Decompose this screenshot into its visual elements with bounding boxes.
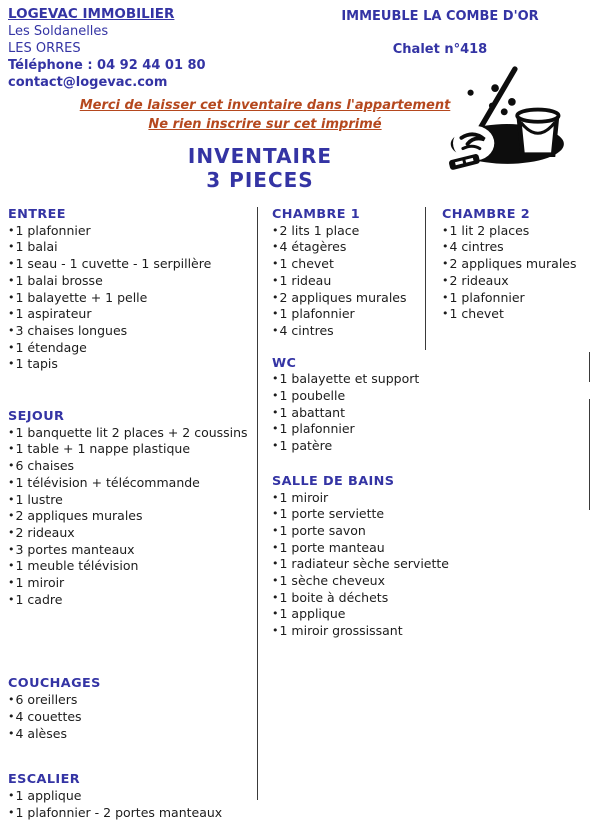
inventory-item: • 1 porte serviette bbox=[272, 506, 422, 523]
inventory-section-wc bbox=[272, 356, 422, 455]
inventory-item: • 1 rideau bbox=[272, 273, 422, 290]
inventory-item: • 2 rideaux bbox=[8, 525, 250, 542]
agency-residence: Les Soldanelles bbox=[8, 24, 109, 39]
inventory-item: • 1 plafonnier bbox=[8, 223, 250, 240]
inventory-item: • 1 aspirateur bbox=[8, 306, 250, 323]
page-edge-line-top bbox=[589, 352, 590, 382]
inventory-item: • 1 porte savon bbox=[272, 523, 422, 540]
inventory-item: • 1 table + 1 nappe plastique bbox=[8, 441, 250, 458]
inventory-item: • 1 applique bbox=[8, 788, 250, 805]
inventory-item: • 1 chevet bbox=[272, 256, 422, 273]
inventory-item: • 1 lustre bbox=[8, 492, 250, 509]
section-title: SEJOUR bbox=[8, 409, 65, 425]
inventory-item: • 1 balai brosse bbox=[8, 273, 250, 290]
notice-line-2: Ne rien inscrire sur cet imprimé bbox=[148, 117, 382, 132]
inventory-item: • 2 appliques murales bbox=[272, 290, 422, 307]
inventory-section-salle-de-bains bbox=[272, 473, 449, 640]
inventory-item: • 1 plafonnier bbox=[272, 306, 422, 323]
inventory-item: • 1 patère bbox=[272, 438, 422, 455]
building-name: IMMEUBLE LA COMBE D'OR bbox=[341, 9, 539, 24]
page-edge-line-bottom bbox=[589, 399, 590, 510]
notice-line-1: Merci de laisser cet inventaire dans l'appartement bbox=[79, 98, 451, 113]
section-title: ENTREE bbox=[8, 207, 66, 222]
agency-email: contact@logevac.com bbox=[8, 75, 168, 90]
inventory-item: • 1 étendage bbox=[8, 340, 250, 357]
inventory-section-couchages bbox=[8, 676, 250, 742]
chalet-number: Chalet n°418 bbox=[392, 42, 488, 57]
inventory-item: • 4 étagères bbox=[272, 239, 422, 256]
inventory-item: • 1 radiateur sèche serviette bbox=[272, 556, 422, 573]
inventory-section-escalier bbox=[8, 772, 250, 821]
inventory-item: • 4 alèses bbox=[8, 726, 250, 743]
inventory-item: • 1 tapis bbox=[8, 356, 250, 373]
inventory-item: • 1 miroir grossissant bbox=[272, 623, 422, 640]
inventory-item: • 1 porte manteau bbox=[272, 540, 422, 557]
inventory-item: • 1 applique bbox=[272, 606, 422, 623]
inventory-item: • 1 miroir bbox=[8, 575, 250, 592]
inventory-item: • 2 rideaux bbox=[442, 273, 600, 290]
inventory-item: • 1 miroir bbox=[272, 490, 422, 507]
inventory-item: • 3 chaises longues bbox=[8, 323, 250, 340]
inventory-section-sejour bbox=[8, 409, 250, 608]
inventory-section-entree bbox=[8, 207, 250, 373]
section-title: SALLE DE BAINS bbox=[272, 473, 395, 489]
document-title bbox=[0, 144, 520, 192]
inventory-item: • 1 banquette lit 2 places + 2 coussins bbox=[8, 425, 250, 442]
inventory-item: • 1 boite à déchets bbox=[272, 590, 422, 607]
inventory-item: • 2 lits 1 place bbox=[272, 223, 422, 240]
inventory-item: • 4 cintres bbox=[272, 323, 422, 340]
agency-phone: Téléphone : 04 92 44 01 80 bbox=[8, 58, 206, 73]
section-title: COUCHAGES bbox=[8, 676, 101, 692]
inventory-item: • 1 abattant bbox=[272, 405, 422, 422]
notice bbox=[0, 96, 530, 134]
section-title: CHAMBRE 1 bbox=[272, 207, 361, 222]
inventory-item: • 1 sèche cheveux bbox=[272, 573, 422, 590]
inventory-item: • 2 appliques murales bbox=[8, 508, 250, 525]
inventory-item: • 1 balayette + 1 pelle bbox=[8, 290, 250, 307]
title-line-2: 3 PIECES bbox=[206, 168, 314, 192]
inventory-item: • 1 balai bbox=[8, 239, 250, 256]
section-title: WC bbox=[272, 355, 297, 371]
column-divider-2 bbox=[425, 207, 426, 350]
inventory-item: • 1 poubelle bbox=[272, 388, 422, 405]
column-divider-1 bbox=[257, 207, 258, 800]
title-line-1: INVENTAIRE bbox=[187, 144, 333, 168]
inventory-column-1 bbox=[8, 207, 250, 821]
inventory-section-chambre-2 bbox=[442, 207, 600, 323]
inventory-item: • 1 plafonnier bbox=[272, 421, 422, 438]
agency-name: LOGEVAC IMMOBILIER bbox=[8, 6, 175, 22]
inventory-item: • 6 chaises bbox=[8, 458, 250, 475]
inventory-item: • 4 cintres bbox=[442, 239, 600, 256]
agency-header bbox=[8, 6, 206, 91]
inventory-item: • 3 portes manteaux bbox=[8, 542, 250, 559]
inventory-item: • 1 balayette et support bbox=[272, 371, 422, 388]
inventory-item: • 1 plafonnier - 2 portes manteaux bbox=[8, 805, 250, 821]
inventory-item: • 1 plafonnier bbox=[442, 290, 600, 307]
inventory-column-3 bbox=[442, 207, 600, 323]
inventory-item: • 2 appliques murales bbox=[442, 256, 600, 273]
inventory-column-2 bbox=[272, 207, 449, 640]
inventory-item: • 1 seau - 1 cuvette - 1 serpillère bbox=[8, 256, 250, 273]
inventory-item: • 1 lit 2 places bbox=[442, 223, 600, 240]
section-title: CHAMBRE 2 bbox=[442, 207, 531, 222]
inventory-item: • 1 chevet bbox=[442, 306, 600, 323]
inventory-section-chambre-1 bbox=[272, 207, 422, 340]
inventory-item: • 1 meuble télévision bbox=[8, 558, 250, 575]
inventory-item: • 6 oreillers bbox=[8, 692, 250, 709]
agency-city: LES ORRES bbox=[8, 41, 81, 56]
inventory-item: • 4 couettes bbox=[8, 709, 250, 726]
inventory-item: • 1 cadre bbox=[8, 592, 250, 609]
inventory-item: • 1 télévision + télécommande bbox=[8, 475, 250, 492]
section-title: ESCALIER bbox=[8, 772, 80, 788]
property-header bbox=[300, 8, 580, 58]
